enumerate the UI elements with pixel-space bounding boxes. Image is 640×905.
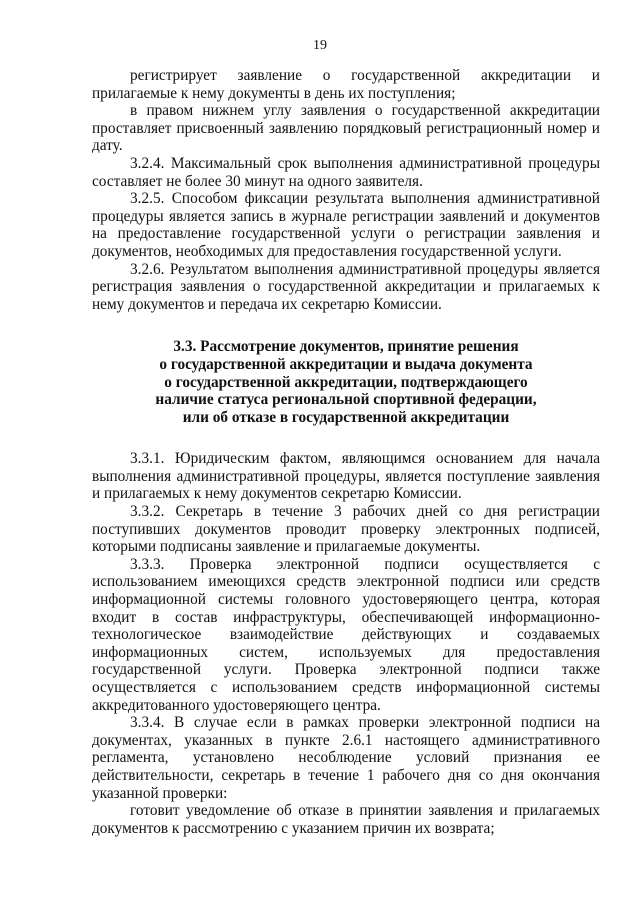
- document-body: [92, 67, 600, 837]
- section-heading-line: 3.3. Рассмотрение документов, принятие решения: [173, 338, 519, 356]
- paragraph: регистрирует заявление о государственной аккредитации и прилагаемые к нему документы в день их поступления;: [92, 67, 600, 102]
- section-heading-line: о государственной аккредитации, подтверждающего: [164, 373, 528, 391]
- section-heading: [92, 338, 600, 426]
- section-heading-line: о государственной аккредитации и выдача документа: [159, 355, 533, 373]
- paragraph: 3.2.4. Максимальный срок выполнения административной процедуры составляет не более 30 минут на одного заявителя.: [92, 154, 600, 190]
- paragraph: 3.3.4. В случае если в рамках проверки электронной подписи на документах, указанных в пункте 2.6.1 настоящего административного регламента, установлено несоблюдение условий признания ее действительности, секретарь в течение 1 рабочего дня со дня окончания указанной проверки:: [92, 714, 600, 802]
- paragraph: 3.2.5. Способом фиксации результата выполнения административной процедуры является запись в журнале регистрации заявлений и документов на предоставление государственной услуги о регистрации заявления и документов, необходимых для предоставления государственной услуги.: [92, 190, 600, 260]
- paragraph: 3.2.6. Результатом выполнения административной процедуры является регистрация заявления о государственной аккредитации и прилагаемых к нему документов и передача их секретарю Комиссии.: [92, 260, 600, 313]
- section-heading-line: наличие статуса региональной спортивной федерации,: [155, 391, 537, 409]
- paragraph: готовит уведомление об отказе в принятии заявления и прилагаемых документов к рассмотрению с указанием причин их возврата;: [92, 802, 600, 837]
- paragraph: 3.3.3. Проверка электронной подписи осуществляется с использованием имеющихся средств электронной подписи или средств информационной системы головного удостоверяющего центра, которая входит в состав инфраструктуры, обеспечивающей информационно-технологическое взаимодействие действующих и создаваемых информационных систем, используемых для предоставления государственной услуги. Проверка электронной подписи также осуществляется с использованием средств информационной системы аккредитованного удостоверяющего центра.: [92, 555, 600, 714]
- paragraph: в правом нижнем углу заявления о государственной аккредитации проставляет присвоенный заявлению порядковый регистрационный номер и дату.: [92, 102, 600, 155]
- page-number: 19: [313, 38, 327, 53]
- section-heading-line: или об отказе в государственной аккредитации: [182, 408, 510, 426]
- paragraph: 3.3.2. Секретарь в течение 3 рабочих дней со дня регистрации поступивших документов проводит проверку электронных подписей, которыми подписаны заявление и прилагаемые документы.: [92, 503, 600, 556]
- paragraph: 3.3.1. Юридическим фактом, являющимся основанием для начала выполнения административной процедуры, является поступление заявления и прилагаемых к нему документов секретарю Комиссии.: [92, 450, 600, 503]
